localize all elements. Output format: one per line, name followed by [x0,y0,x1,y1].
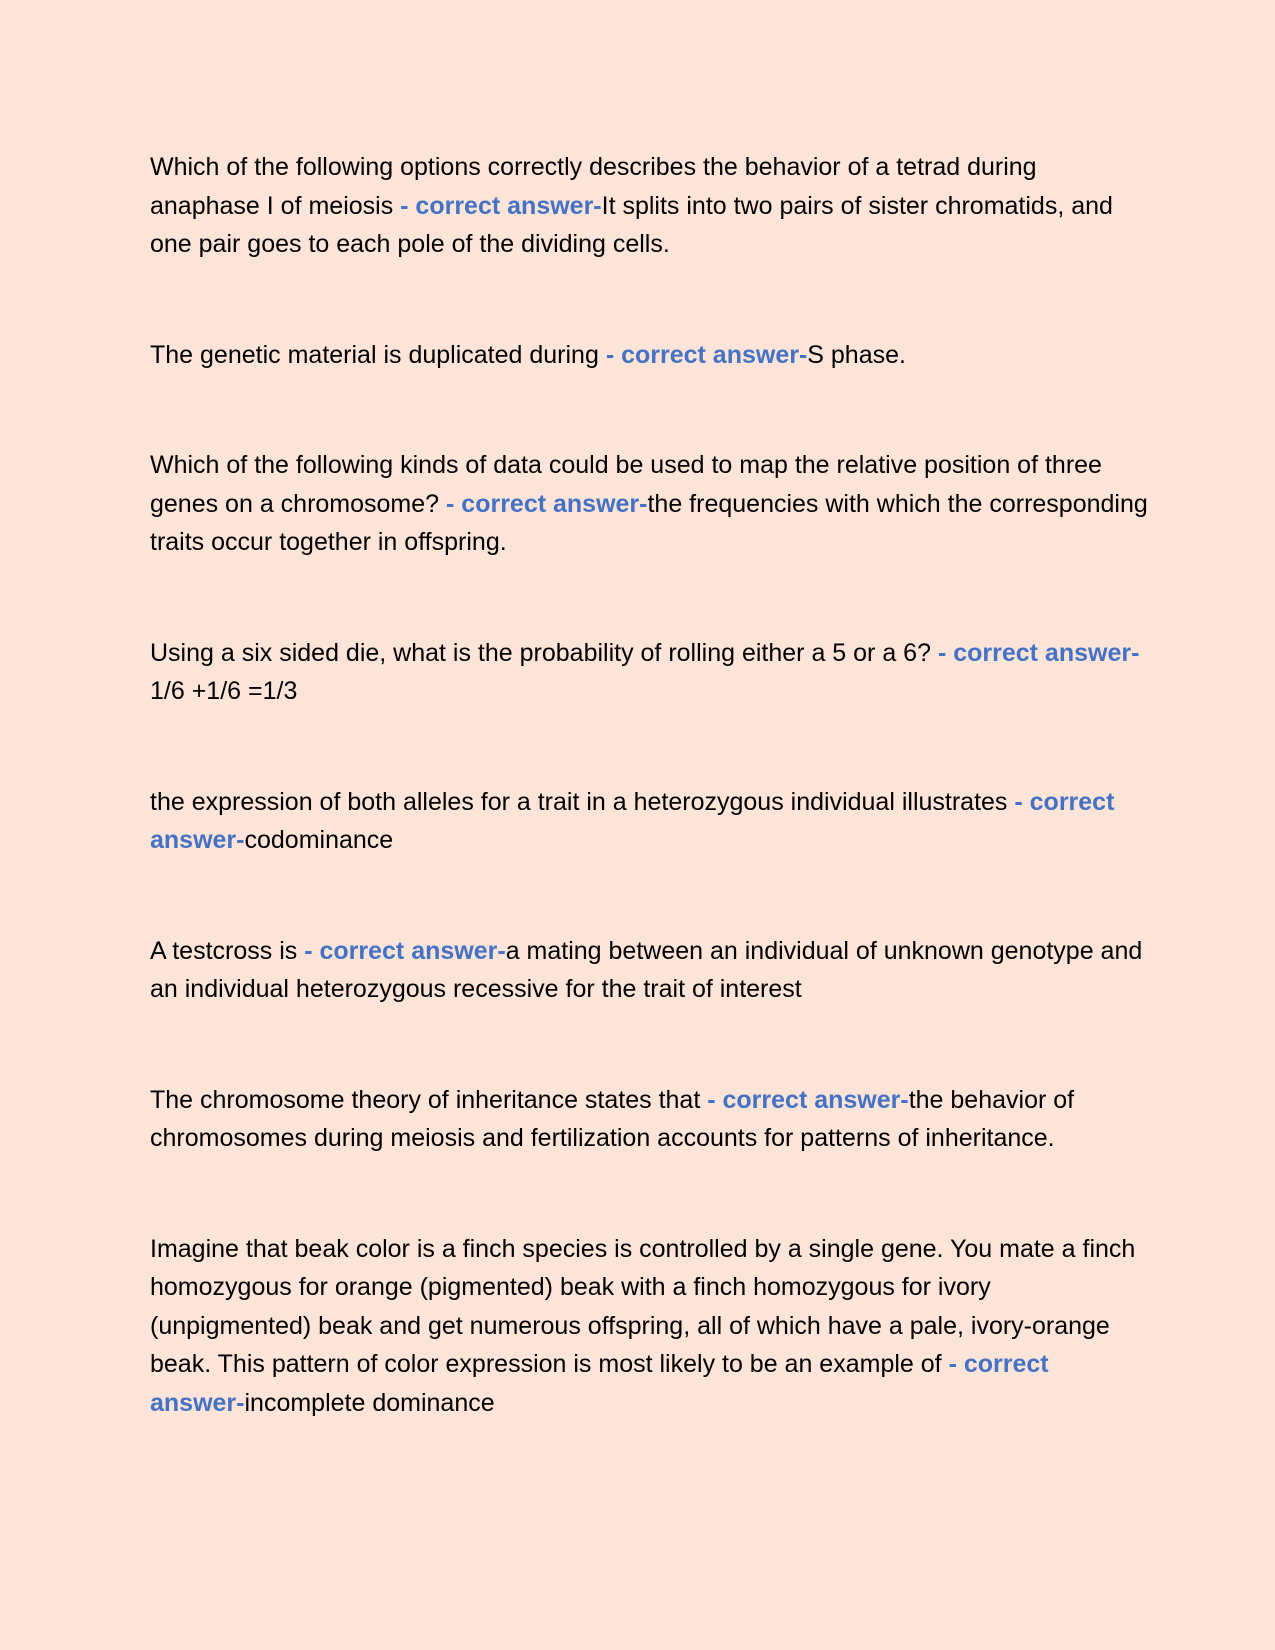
answer-marker: - correct answer- [707,1085,909,1114]
question-text: Using a six sided die, what is the probability of rolling either a 5 or a 6? [150,638,938,667]
qa-item-7 [150,1081,1150,1158]
question-text: A testcross is [150,936,305,965]
answer-marker: - correct answer- [150,1350,1049,1417]
qa-item-5 [150,783,1150,860]
question-text: Imagine that beak color is a finch species is controlled by a single gene. You mate a finch homozygous for orange (pigmented) beak with a finch homozygous for ivory (unpigmented) beak and get numerous offspring, all of which have a pale, ivory-orange beak. This pattern of color expression is most likely to be an example of [150,1234,1136,1378]
answer-marker: - correct answer- [446,489,648,518]
answer-text: the behavior of chromosomes during meiosis and fertilization accounts for patterns of inheritance. [150,1085,1075,1152]
answer-marker: - correct answer- [304,936,506,965]
answer-text: S phase. [807,340,906,369]
document-page [150,148,1150,1494]
answer-marker: - correct answer- [400,191,602,220]
qa-item-1 [150,148,1150,264]
answer-text: incomplete dominance [244,1388,495,1417]
answer-marker: - correct answer- [150,787,1115,854]
question-text: Which of the following options correctly describes the behavior of a tetrad during anaphase I of meiosis [150,153,1037,220]
question-text: The chromosome theory of inheritance states that [150,1085,708,1114]
qa-item-6 [150,932,1150,1009]
qa-item-3 [150,446,1150,562]
answer-text: codominance [244,826,394,854]
answer-marker: - correct answer- [605,340,808,369]
qa-item-2 [150,336,1150,375]
question-text: Which of the following kinds of data could be used to map the relative position of three genes on a chromosome? [150,451,1102,518]
qa-item-8 [150,1230,1150,1423]
answer-text: It splits into two pairs of sister chromatids, and one pair goes to each pole of the dividing cells. [150,191,1113,258]
answer-text: 1/6 +1/6 =1/3 [150,677,298,705]
answer-marker: - correct answer- [937,638,1140,667]
question-text: The genetic material is duplicated during [150,340,606,369]
answer-text: the frequencies with which the corresponding traits occur together in offspring. [150,489,1148,556]
qa-item-4 [150,634,1150,711]
answer-text: a mating between an individual of unknown genotype and an individual heterozygous recessive for the trait of interest [150,936,1143,1003]
question-text: the expression of both alleles for a trait in a heterozygous individual illustrates [150,787,1015,816]
